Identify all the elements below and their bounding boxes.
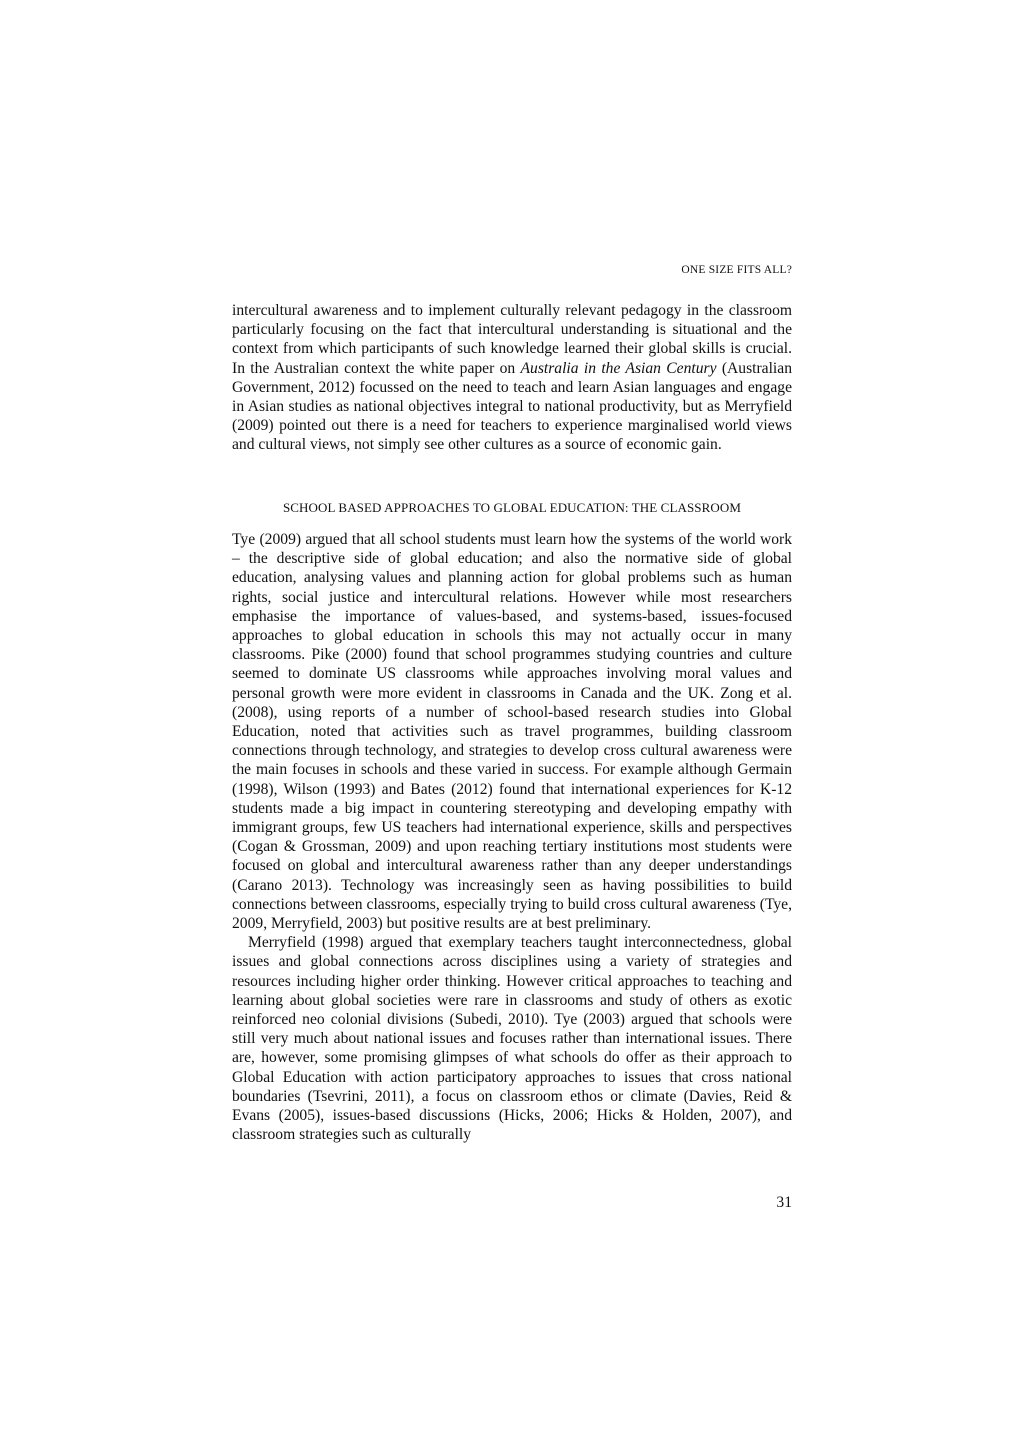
body-paragraph-1: Tye (2009) argued that all school students must learn how the systems of the world work – the descriptive side of global education; and also the normative side of global education, analysing values and planning action for global problems such as human rights, social justice and intercultural relations. However while most researchers emphasise the importance of values-based, and systems-based, issues-focused approaches to global education in schools this may not actually occur in many classrooms. Pike (2000) found that school programmes studying countries and culture seemed to dominate US classrooms while approaches involving moral values and personal growth were more evident in classrooms in Canada and the UK. Zong et al. (2008), using reports of a number of school-based research studies into Global Education, noted that activities such as travel programmes, building classroom connections through technology, and strategies to develop cross cultural awareness were the main focuses in schools and these varied in success. For example although Germain (1998), Wilson (1993) and Bates (2012) found that international experiences for K-12 students made a big impact in countering stereotyping and developing empathy with immigrant groups, few US teachers had international experience, skills and perspectives (Cogan & Grossman, 2009) and upon reaching tertiary institutions most students were focused on global and intercultural awareness rather than any deeper understandings (Carano 2013). Technology was increasingly seen as having possibilities to build connections between classrooms, especially trying to build cross cultural awareness (Tye, 2009, Merryfield, 2003) but positive results are at best preliminary.	[232, 531, 792, 933]
body-paragraph-2: Merryfield (1998) argued that exemplary teachers taught interconnectedness, global issues and global connections across disciplines using a variety of strategies and resources including higher order thinking. However critical approaches to teaching and learning about global societies were rare in classrooms and study of others as exotic reinforced neo colonial divisions (Subedi, 2010). Tye (2003) argued that schools were still very much about national issues and focuses rather than international issues. There are, however, some promising glimpses of what schools do offer as their approach to Global Education with action participatory approaches to issues that cross national boundaries (Tsevrini, 2011), a focus on classroom ethos or climate (Davies, Reid & Evans (2005), issues-based discussions (Hicks, 2006; Hicks & Holden, 2007), and classroom strategies such as culturally	[232, 934, 792, 1144]
page-number: 31	[776, 1194, 792, 1211]
intro-italic-title: Australia in the Asian Century	[520, 359, 717, 377]
running-head: ONE SIZE FITS ALL?	[681, 264, 792, 276]
intro-paragraph	[232, 301, 792, 455]
section-heading: SCHOOL BASED APPROACHES TO GLOBAL EDUCATION: THE CLASSROOM	[282, 500, 742, 515]
section-body	[232, 530, 792, 1145]
intro-text	[232, 301, 792, 455]
intro-text-part1: intercultural awareness and to implement culturally relevant pedagogy in the classroom particularly focusing on the fact that intercultural understanding is situational and the context from which participants of such knowledge learned their global skills is crucial. In the Australian context the white paper on	[232, 302, 792, 377]
intro-text-part2: (Australian Government, 2012) focussed on the need to teach and learn Asian languages and engage in Asian studies as national objectives integral to national productivity, but as Merryfield (2009) pointed out there is a need for teachers to experience marginalised world views and cultural views, not simply see other cultures as a source of economic gain.	[232, 359, 792, 454]
